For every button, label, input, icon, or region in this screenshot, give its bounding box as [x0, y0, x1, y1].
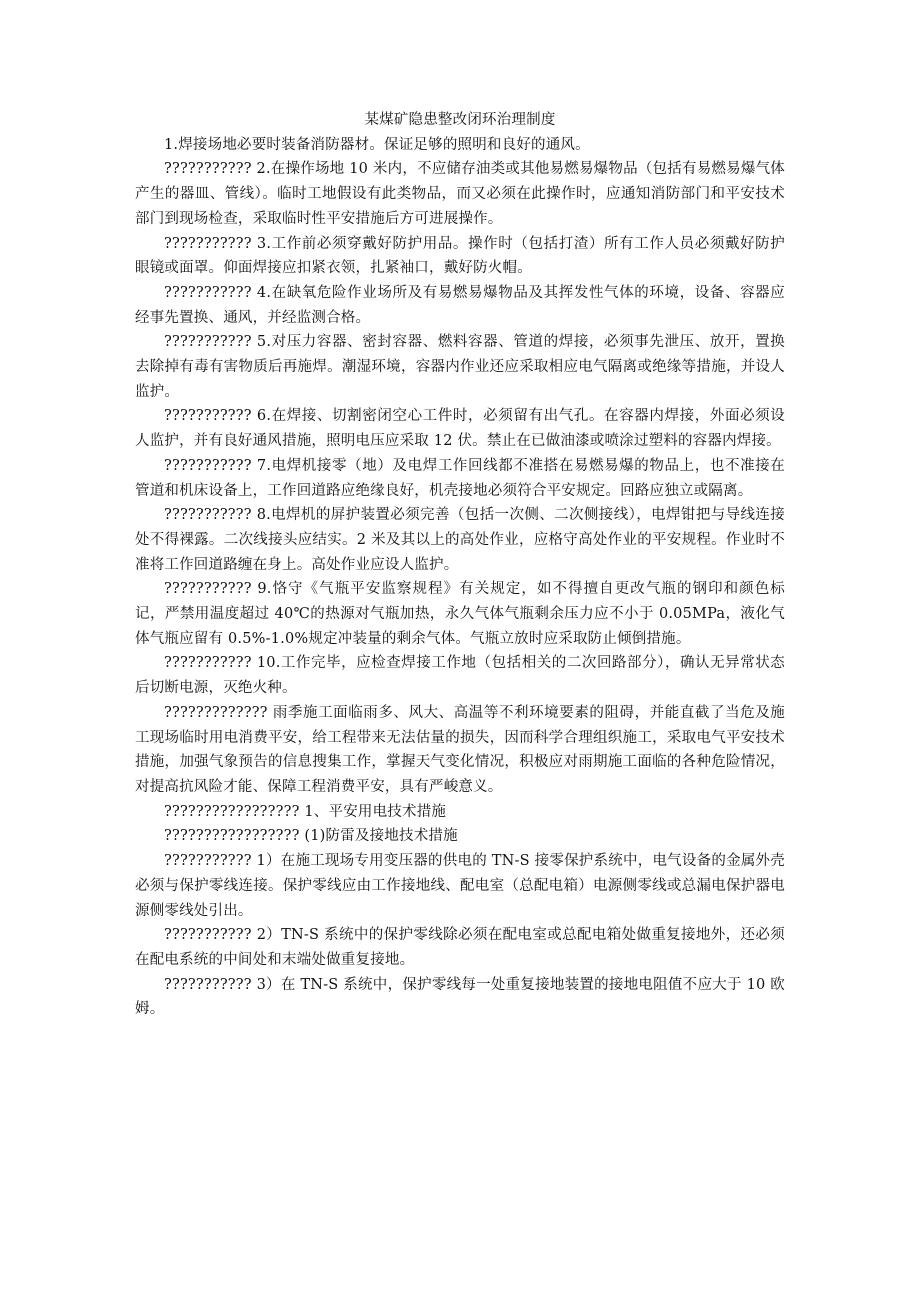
paragraph-rainy-season: ????????????? 雨季施工面临雨多、风大、高温等不利环境要素的阻碍，并能直截了当危及施工现场临时用电消费平安，给工程带来无法估量的损失，因而科学合理组织施工，采取电气平安技术措施，加强气象预告的信息搜集工作，掌握天气变化情况，积极应对雨期施工面临的各种危险情况，对提高抗风险才能、保障工程消费平安，具有严峻意义。: [135, 704, 785, 795]
document-title: 某煤矿隐患整改闭环治理制度: [364, 112, 556, 128]
paragraph-6: ??????????? 6.在焊接、切割密闭空心工件时，必须留有出气孔。在容器内焊接，外面必须设人监护，并有良好通风措施，照明电压应采取 12 伏。禁止在已做油漆或喷涂过塑料的容器内焊接。: [135, 408, 785, 450]
paragraph-grounding-3: ??????????? 3）在 TN-S 系统中，保护零线每一处重复接地装置的接地电阻值不应大于 10 欧姆。: [135, 976, 785, 1018]
paragraph-7: ??????????? 7.电焊机接零（地）及电焊工作回线都不准搭在易燃易爆的物品上，也不准接在管道和机床设备上，工作回道路应绝缘良好，机壳接地必须符合平安规定。回路应独立或隔离。: [135, 457, 785, 499]
paragraph-grounding-2: ??????????? 2）TN-S 系统中的保护零线除必须在配电室或总配电箱处做重复接地外，还必须在配电系统的中间处和末端处做重复接地。: [135, 927, 785, 968]
paragraph-10: ??????????? 10.工作完毕，应检查焊接工作地（包括相关的二次回路部分），确认无异常状态后切断电源，灭绝火种。: [135, 655, 785, 697]
document-page: [135, 108, 785, 1022]
subsection-heading-lightning-grounding: ????????????????? (1)防雷及接地技术措施: [164, 828, 458, 845]
paragraph-1: 1.焊接场地必要时装备消防器材。保证足够的照明和良好的通风。: [164, 136, 590, 153]
paragraph-2: ??????????? 2.在操作场地 10 米内，不应储存油类或其他易燃易爆物品（包括有易燃易爆气体产生的器皿、管线）。临时工地假设有此类物品，而又必须在此操作时，应通知消防部门和平安技术部门到现场检查，采取临时性平安措施后方可进展操作。: [135, 161, 785, 227]
paragraph-4: ??????????? 4.在缺氧危险作业场所及有易燃易爆物品及其挥发性气体的环境，设备、容器应经事先置换、通风，并经监测合格。: [135, 284, 785, 326]
section-heading-safe-electricity: ????????????????? 1、平安用电技术措施: [164, 803, 447, 820]
paragraph-8: ??????????? 8.电焊机的屏护装置必须完善（包括一次侧、二次侧接线），电焊钳把与导线连接处不得裸露。二次线接头应结实。2 米及其以上的高处作业，应格守高处作业的平安规程。作业时不准将工作回道路缠在身上。高处作业应设人监护。: [135, 507, 785, 573]
paragraph-9: ??????????? 9.恪守《气瓶平安监察规程》有关规定，如不得擅自更改气瓶的钢印和颜色标记，严禁用温度超过 40℃的热源对气瓶加热，永久气体气瓶剩余压力应不小于 0.05MPa，液化气体气瓶应留有 0.5%-1.0%规定冲装量的剩余气体。气瓶立放时应采取防止倾倒措施。: [135, 581, 785, 647]
paragraph-3: ??????????? 3.工作前必须穿戴好防护用品。操作时（包括打渣）所有工作人员必须戴好防护眼镜或面罩。仰面焊接应扣紧衣领，扎紧袖口，戴好防火帽。: [135, 235, 785, 277]
paragraph-5: ??????????? 5.对压力容器、密封容器、燃料容器、管道的焊接，必须事先泄压、放开，置换去除掉有毒有害物质后再施焊。潮湿环境，容器内作业还应采取相应电气隔离或绝缘等措施，并设人监护。: [135, 334, 785, 400]
paragraph-grounding-1: ??????????? 1）在施工现场专用变压器的供电的 TN-S 接零保护系统中，电气设备的金属外壳必须与保护零线连接。保护零线应由工作接地线、配电室（总配电箱）电源侧零线或总漏电保护器电源侧零线处引出。: [135, 853, 785, 919]
